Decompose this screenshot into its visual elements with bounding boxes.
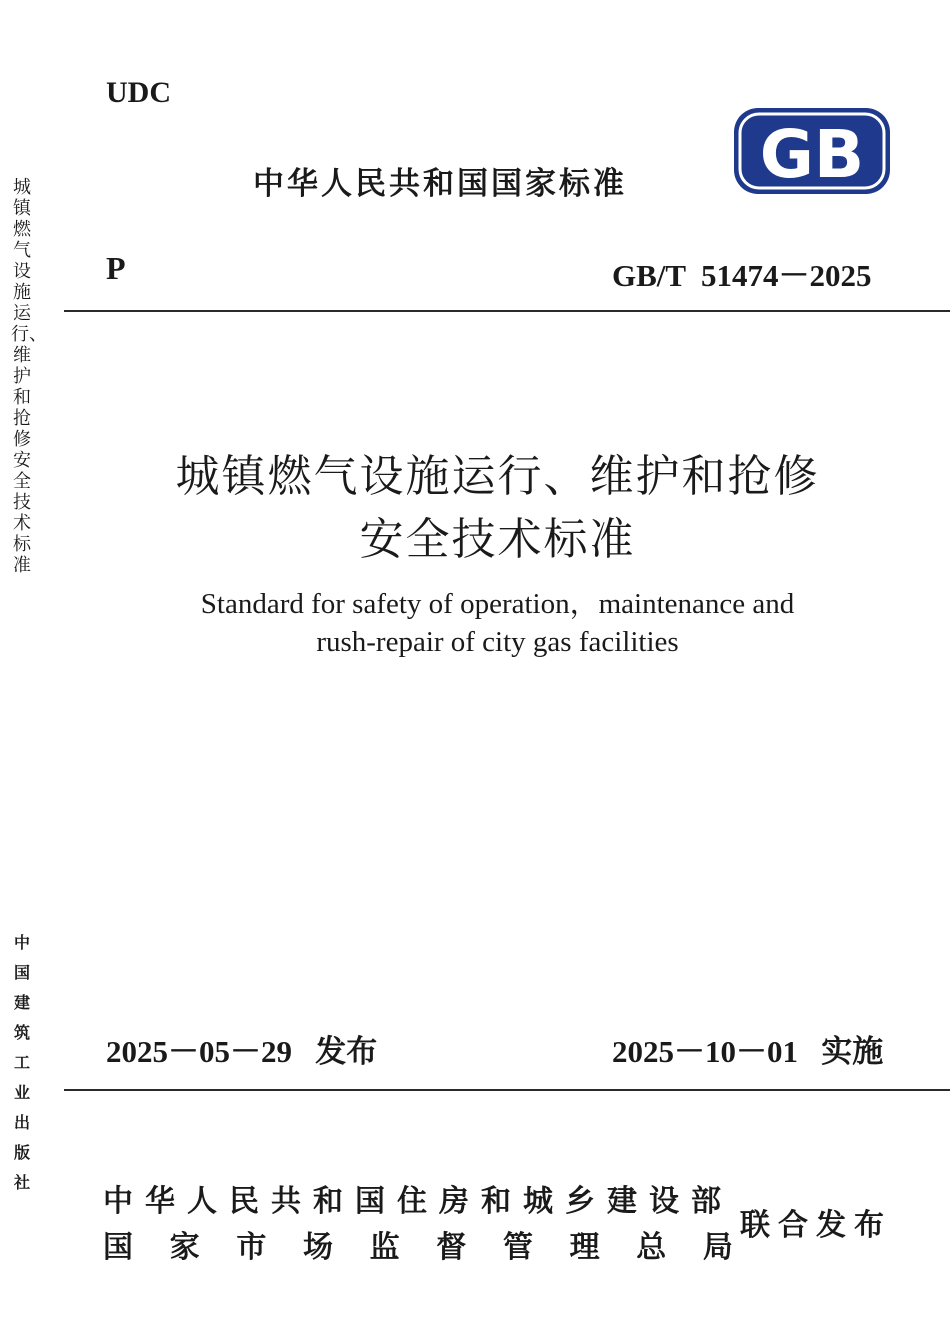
issuer-char: 监 (369, 1230, 400, 1265)
gb-logo-icon (733, 107, 891, 195)
title-cn-line1: 城镇燃气设施运行、维护和抢修 (175, 451, 820, 502)
classification-code: P (106, 250, 126, 286)
issue-date: 2025－05－29 (106, 1034, 292, 1069)
issuer-char: 督 (436, 1230, 467, 1265)
impl-date-block (612, 1026, 883, 1071)
issuer-market-admin (103, 1222, 733, 1266)
spine-title: 城镇燃气设施运行、维护和抢修安全技术标准 (11, 177, 47, 576)
udc-label: UDC (106, 76, 171, 109)
issuer-char: 国 (103, 1230, 133, 1265)
issuer-char: 局 (702, 1230, 733, 1265)
impl-date: 2025－10－01 (612, 1034, 798, 1069)
title-en-line2: rush-repair of city gas facilities (316, 626, 679, 658)
spine-publisher: 中国建筑工业出版社 (13, 933, 30, 1192)
issuer-char: 家 (169, 1230, 200, 1265)
title-en-line1: Standard for safety of operation，maintenance and (200, 588, 795, 620)
issuer-ministry: 中华人民共和国住房和城乡建设部 (103, 1184, 733, 1219)
issuer-char: 场 (302, 1230, 333, 1265)
national-standard-label: 中华人民共和国国家标准 (253, 166, 627, 202)
issuer-char: 理 (569, 1230, 600, 1265)
standard-number: GB/T 51474－2025 (612, 258, 872, 293)
top-divider (64, 310, 950, 312)
title-cn-line2: 安全技术标准 (359, 514, 636, 565)
impl-label: 实施 (821, 1034, 884, 1070)
joint-issue-label: 联合发布 (740, 1208, 892, 1243)
issuer-char: 总 (636, 1230, 667, 1265)
issuer-char: 市 (236, 1230, 267, 1265)
issuer-char: 管 (502, 1230, 533, 1265)
issue-label: 发布 (315, 1034, 378, 1070)
issue-date-block (106, 1026, 377, 1071)
gb-logo-text: GB (759, 116, 865, 193)
bottom-divider (64, 1089, 950, 1091)
